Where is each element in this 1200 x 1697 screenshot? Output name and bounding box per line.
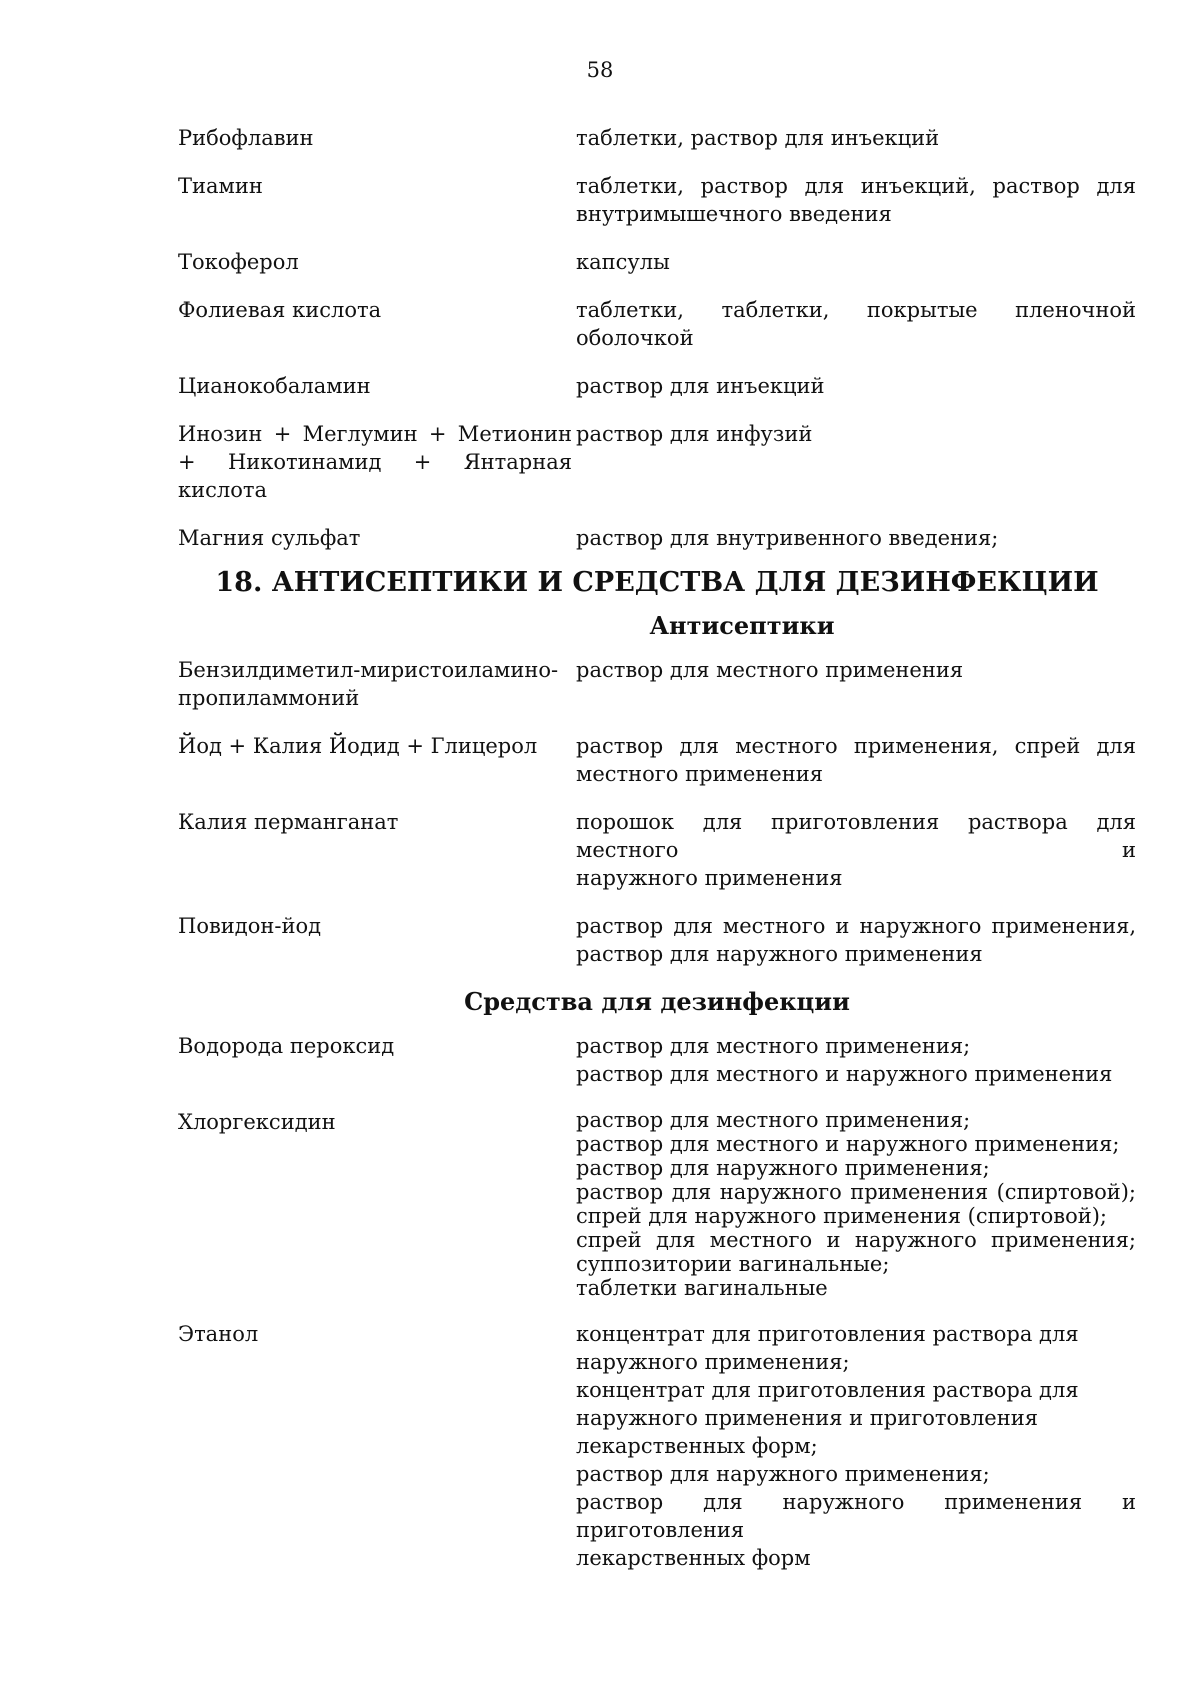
list-item — [178, 372, 1136, 400]
section-title: 18. АНТИСЕПТИКИ И СРЕДСТВА ДЛЯ ДЕЗИНФЕКЦИИ — [215, 567, 1099, 598]
drug-form: капсулы — [576, 250, 670, 274]
drug-form: раствор для инъекций — [576, 374, 825, 398]
drug-name: Водорода пероксид — [178, 1034, 395, 1058]
list-item — [178, 248, 1136, 276]
list-item — [178, 1032, 1136, 1088]
drug-name: Повидон-йод — [178, 914, 322, 938]
list-item — [178, 124, 1136, 152]
subsection-title-antiseptics: Антисептики — [649, 611, 835, 640]
list-item — [178, 912, 1136, 968]
drug-form: раствор для инфузий — [576, 422, 813, 446]
drug-form: таблетки, раствор для инъекций, раствор для внутримышечного введения — [576, 174, 1136, 226]
drug-form: раствор для внутривенного введения; — [576, 526, 999, 550]
list-item — [178, 732, 1136, 788]
drug-form: таблетки, раствор для инъекций — [576, 126, 940, 150]
drug-form: раствор для местного применения — [576, 658, 964, 682]
page-number: 58 — [586, 58, 614, 82]
drug-name: Этанол — [178, 1322, 259, 1346]
list-item — [178, 1108, 1136, 1300]
drug-name: Бензилдиметил-миристоиламино-пропиламмоний — [178, 658, 559, 710]
subsection-title-disinfectants: Средства для дезинфекции — [464, 987, 850, 1016]
drug-name: Тиамин — [178, 174, 263, 198]
list-item — [178, 296, 1136, 352]
drug-name: Фолиевая кислота — [178, 298, 382, 322]
list-item — [178, 1320, 1136, 1572]
drug-name: Йод + Калия Йодид + Глицерол — [178, 734, 538, 758]
drug-form: раствор для местного применения; раствор для местного и наружного применения; раствор для наружного применения; раствор для наружного применения (спиртовой); спрей для наружного применения (спиртовой); спрей для местного и наружного применения; суппозитории вагинальные; таблетки вагинальные — [576, 1108, 1136, 1300]
drug-name: Цианокобаламин — [178, 374, 371, 398]
drug-form: раствор для местного и наружного применения, раствор для наружного применения — [576, 914, 1136, 966]
drug-name: Токоферол — [178, 250, 299, 274]
list-item — [178, 808, 1136, 892]
drug-name: Калия перманганат — [178, 810, 399, 834]
list-item — [178, 524, 1136, 552]
list-item — [178, 656, 1136, 712]
drug-form: концентрат для приготовления раствора для наружного применения; концентрат для приготовления раствора для наружного применения и приготовления лекарственных форм; раствор для наружного применения; раствор для наружного применения и приготовления лекарственных форм — [576, 1322, 1136, 1570]
drug-list — [178, 124, 1136, 1572]
drug-name: Хлоргексидин — [178, 1110, 336, 1134]
drug-form: таблетки, таблетки, покрытые пленочной оболочкой — [576, 298, 1136, 350]
list-item — [178, 172, 1136, 228]
drug-name: Рибофлавин — [178, 126, 314, 150]
drug-form: раствор для местного применения, спрей для местного применения — [576, 734, 1136, 786]
drug-form: порошок для приготовления раствора для местного и наружного применения — [576, 810, 1136, 890]
drug-name: Инозин + Меглумин + Метионин + Никотинамид + Янтарная кислота — [178, 422, 572, 502]
list-item — [178, 420, 1136, 504]
drug-name: Магния сульфат — [178, 526, 361, 550]
drug-form: раствор для местного применения; раствор для местного и наружного применения — [576, 1034, 1113, 1086]
